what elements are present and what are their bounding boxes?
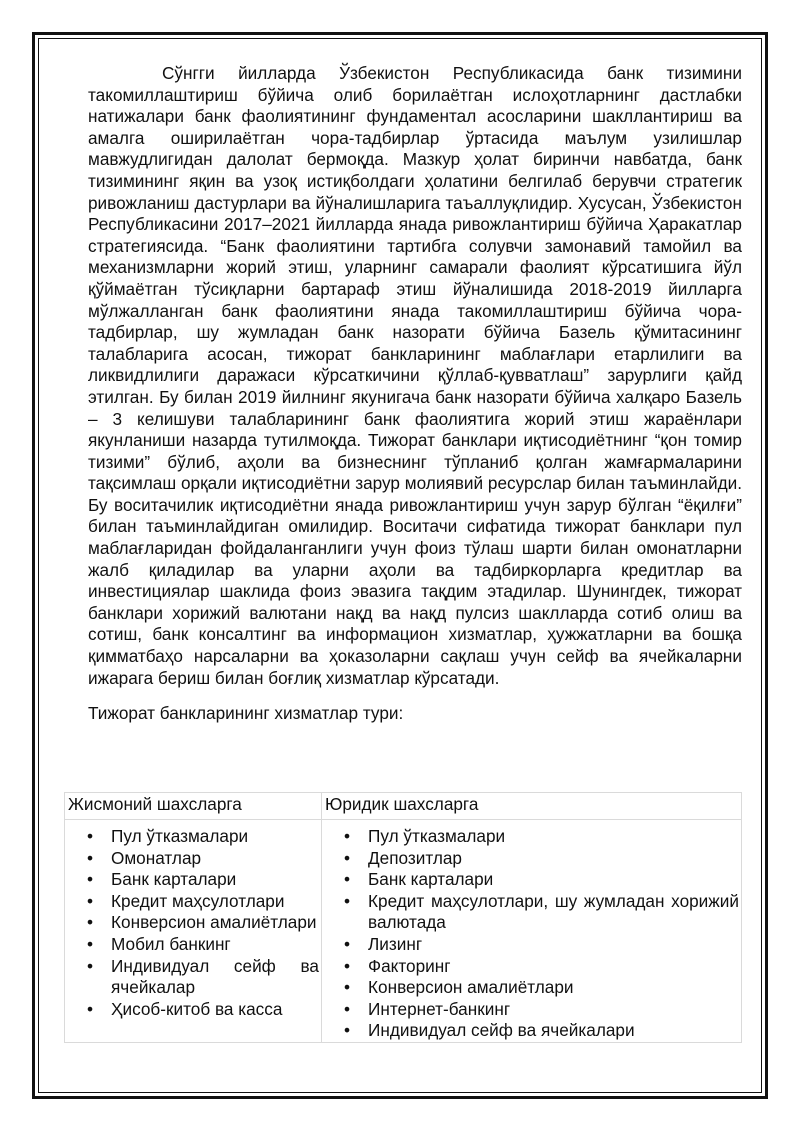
- list-item: • Банк карталари: [322, 869, 741, 891]
- list-item: • Пул ўтказмалари: [65, 826, 321, 848]
- legal-entities-cell: [322, 820, 742, 1043]
- header-legal-entities: Юридик шахсларга: [322, 793, 742, 820]
- list-item: • Индивидуал сейф ва ячейкалари: [322, 1020, 741, 1042]
- list-item: • Ҳисоб-китоб ва касса: [65, 999, 321, 1021]
- table-row: [65, 820, 742, 1043]
- list-item: • Кредит маҳсулотлари, шу жумладан хорижий валютада: [322, 891, 741, 934]
- list-item: • Омонатлар: [65, 848, 321, 870]
- individuals-list: [65, 826, 321, 1020]
- list-item: • Факторинг: [322, 956, 741, 978]
- list-item: • Индивидуал сейф ва ячейкалар: [65, 956, 321, 999]
- legal-entities-list: [322, 826, 741, 1042]
- table-intro: Тижорат банкларининг хизматлар тури:: [88, 703, 404, 724]
- list-item: • Конверсион амалиётлари: [65, 912, 321, 934]
- services-table: [64, 792, 742, 1043]
- table-header-row: [65, 793, 742, 820]
- individuals-cell: [65, 820, 322, 1043]
- main-content: [88, 63, 742, 725]
- body-paragraph: [88, 63, 742, 689]
- list-item: • Банк карталари: [65, 869, 321, 891]
- list-item: • Конверсион амалиётлари: [322, 977, 741, 999]
- list-item: • Мобил банкинг: [65, 934, 321, 956]
- header-individuals: Жисмоний шахсларга: [65, 793, 322, 820]
- list-item: • Депозитлар: [322, 848, 741, 870]
- list-item: • Кредит маҳсулотлари: [65, 891, 321, 913]
- body-paragraph-text: Сўнгги йилларда Ўзбекистон Республикасида банк тизимини такомиллаштириш бўйича олиб борилаётган ислоҳотларнинг дастлабки натижалари банк фаолиятининг фундаментал асосларини шакллантириш ва амалга оширилаётган чора-тадбирлар ўртасида маълум узилишлар мавжудлигидан далолат бермоқда. Мазкур ҳолат биринчи навбатда, банк тизимининг яқин ва узоқ истиқболдаги ҳолатини белгилаб берувчи стратегик ривожланиш дастурлари ва йўналишларига таъаллуқлидир. Хусусан, Ўзбекистон Республикасини 2017–2021 йилларда янада ривожлантириш бўйича Ҳаракатлар стратегиясида. “Банк фаолиятини тартибга солувчи замонавий тамойил ва механизмларни жорий этиш, уларнинг самарали фаолият кўрсатишига йўл қўймаётган тўсиқларни бартараф этиш йўналишида 2018-2019 йилларга мўлжалланган банк фаолиятини янада такомиллаштириш бўйича чора-тадбирлар, шу жумладан банк назорати бўйича Базель қўмитасининг талабларига асосан, тижорат банкларининг маблағлари етарлилиги ва ликвидлилиги даражаси кўрсаткичини қўллаб-қувватлаш” зарурлиги қайд этилган. Бу билан 2019 йилнинг якунигача банк назорати бўйича халқаро Базель – 3 келишуви талабларининг банк фаолиятига жорий этиш жараёнлари якунланиши назарда тутилмоқда. Тижорат банклари иқтисодиётнинг “қон томир тизими” бўлиб, аҳоли ва бизнеснинг тўпланиб қолган жамғармаларини тақсимлаш орқали иқтисодиётни зарур молиявий ресурслар билан таъминлайди. Бу воситачилик иқтисодиётни янада ривожлантириш учун зарур бўлган “ёқилғи” билан таъминлайдиган омилидир. Воситачи сифатида тижорат банклари пул маблағларидан фойдаланганлиги учун фоиз тўлаш шарти билан омонатларни жалб қиладилар ва уларни аҳоли ва тадбиркорларга кредитлар ва инвестициялар шаклида фоиз эвазига тақдим этадилар. Шунингдек, тижорат банклари хорижий валютани нақд ва нақд пулсиз шаклларда сотиб олиш ва сотиш, банк консалтинг ва информацион хизматлар, ҳужжатларни ва бошқа қимматбаҳо нарсаларни ва ҳоказоларни сақлаш учун сейф ва ячейкаларни ижарага бериш билан боғлиқ хизматлар кўрсатади.: [88, 63, 742, 688]
- list-item: • Лизинг: [322, 934, 741, 956]
- list-item: • Пул ўтказмалари: [322, 826, 741, 848]
- list-item: • Интернет-банкинг: [322, 999, 741, 1021]
